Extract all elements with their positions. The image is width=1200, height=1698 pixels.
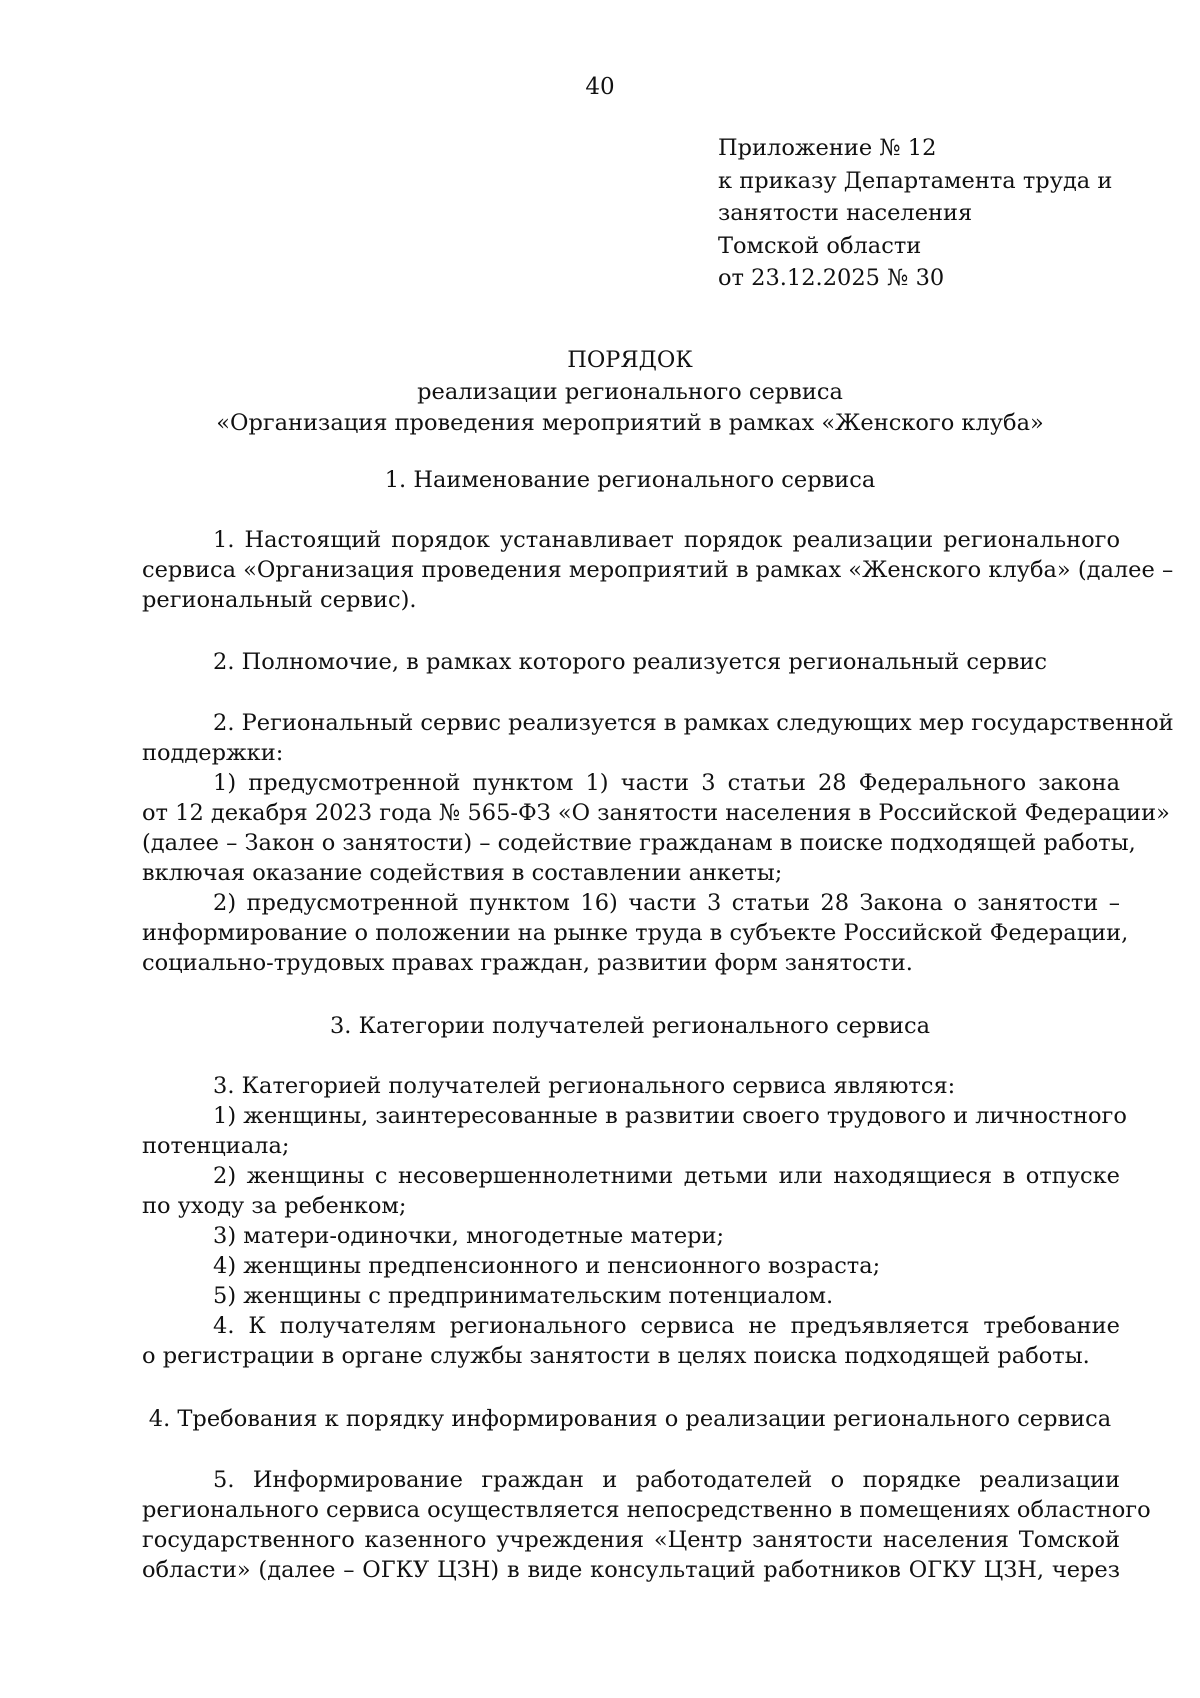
paragraph-line: 2. Региональный сервис реализуется в рамках следующих мер государственной — [213, 710, 1174, 736]
paragraph-line: 1. Настоящий порядок устанавливает порядок реализации регионального — [213, 527, 1120, 553]
paragraph-line: 5) женщины с предпринимательским потенциалом. — [213, 1283, 834, 1309]
paragraph-1 — [142, 525, 1174, 615]
paragraph-line: о регистрации в органе службы занятости в целях поиска подходящей работы. — [142, 1343, 1090, 1369]
document-title — [0, 345, 1200, 440]
title-main: ПОРЯДОК — [567, 347, 693, 373]
paragraph-line: 1) женщины, заинтересованные в развитии своего трудового и личностного — [213, 1103, 1127, 1129]
paragraph-line: 3. Категорией получателей регионального сервиса являются: — [213, 1073, 956, 1099]
paragraph-line: 5. Информирование граждан и работодателей о порядке реализации — [213, 1467, 1120, 1493]
paragraph-line: 4) женщины предпенсионного и пенсионного возраста; — [213, 1253, 881, 1279]
paragraph-line: включая оказание содействия в составлении анкеты; — [142, 860, 783, 886]
paragraph-line: 4. К получателям регионального сервиса не предъявляется требование — [213, 1313, 1120, 1339]
paragraph-line: региональный сервис). — [142, 587, 417, 613]
section-heading: 3. Категории получателей регионального сервиса — [329, 1013, 930, 1039]
paragraph-line: поддержки: — [142, 740, 284, 766]
paragraph-line: 2) женщины с несовершеннолетними детьми или находящиеся в отпуске — [213, 1163, 1120, 1189]
title-subtitle: «Организация проведения мероприятий в рамках «Женского клуба» — [216, 410, 1044, 436]
paragraph-line: сервиса «Организация проведения мероприятий в рамках «Женского клуба» (далее – — [142, 557, 1174, 583]
appendix-line: Приложение № 12 — [718, 135, 937, 161]
paragraph-line: 2) предусмотренной пунктом 16) части 3 статьи 28 Закона о занятости – — [213, 890, 1120, 916]
appendix-line: к приказу Департамента труда и — [718, 167, 1113, 194]
paragraph-line: информирование о положении на рынке труда в субъекте Российской Федерации, — [142, 920, 1129, 946]
title-subtitle: реализации регионального сервиса — [417, 378, 843, 405]
paragraph-line: по уходу за ребенком; — [142, 1193, 407, 1219]
paragraph-line: государственного казенного учреждения «Центр занятости населения Томской — [142, 1527, 1120, 1553]
appendix-line: Томской области — [718, 232, 922, 259]
paragraph-line: 3) матери-одиночки, многодетные матери; — [213, 1223, 725, 1249]
paragraph-line: области» (далее – ОГКУ ЦЗН) в виде консультаций работников ОГКУ ЦЗН, через — [142, 1557, 1120, 1583]
paragraph-5 — [142, 1465, 1151, 1585]
paragraph-3 — [142, 1071, 1127, 1371]
paragraph-line: 1) предусмотренной пунктом 1) части 3 статьи 28 Федерального закона — [213, 770, 1120, 796]
paragraph-line: регионального сервиса осуществляется непосредственно в помещениях областного — [142, 1497, 1151, 1523]
paragraph-line: потенциала; — [142, 1133, 290, 1159]
paragraph-line: от 12 декабря 2023 года № 565-ФЗ «О занятости населения в Российской Федерации» — [142, 800, 1170, 826]
page-number: 40 — [585, 74, 615, 100]
appendix-line: занятости населения — [718, 200, 973, 226]
section-heading: 2. Полномочие, в рамках которого реализуется региональный сервис — [213, 649, 1047, 675]
appendix-header — [718, 132, 1158, 295]
section-heading: 1. Наименование регионального сервиса — [384, 467, 876, 493]
paragraph-line: социально-трудовых правах граждан, развитии форм занятости. — [142, 950, 913, 976]
paragraph-2 — [142, 708, 1174, 978]
paragraph-line: (далее – Закон о занятости) – содействие гражданам в поиске подходящей работы, — [142, 830, 1136, 856]
section-heading: 4. Требования к порядку информирования о реализации регионального сервиса — [148, 1406, 1112, 1432]
appendix-line: от 23.12.2025 № 30 — [718, 265, 945, 291]
